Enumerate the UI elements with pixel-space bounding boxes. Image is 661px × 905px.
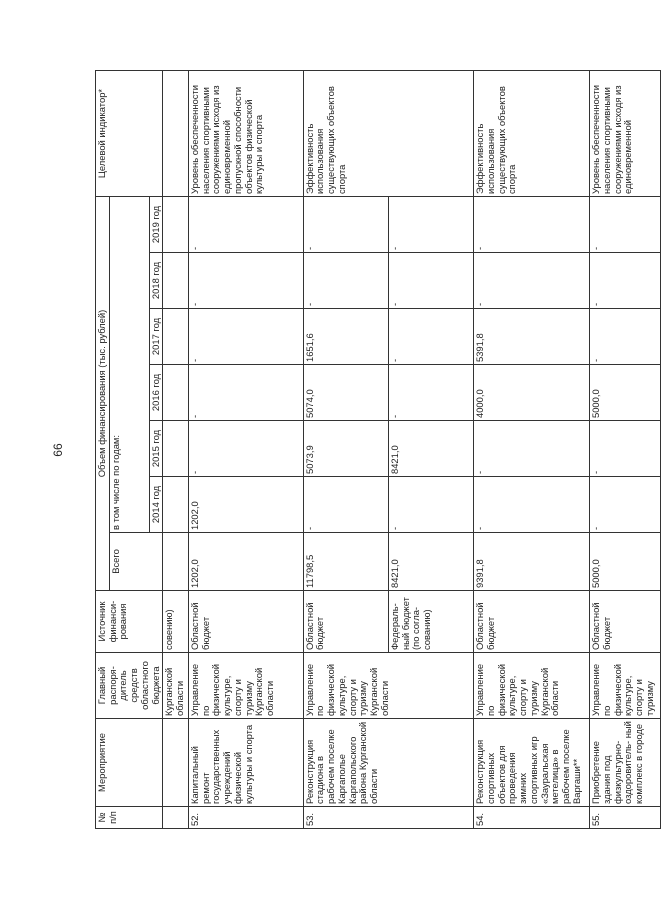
row-year-value: - bbox=[474, 253, 590, 309]
row-manager: Управление по физической культуре, спорту и туризму bbox=[590, 653, 661, 719]
header-source: Источник финанси- рования bbox=[96, 591, 163, 653]
row-year-value: 8421,0 bbox=[389, 421, 474, 477]
row-year-value: - bbox=[189, 309, 304, 365]
table-row bbox=[590, 71, 661, 829]
header-target: Целевой индикатор* bbox=[96, 71, 163, 197]
page-number: 66 bbox=[51, 443, 65, 457]
row-year-value: - bbox=[389, 477, 474, 533]
header-total: Всего bbox=[109, 533, 163, 591]
row-total: 1202,0 bbox=[189, 533, 304, 591]
continuation-row bbox=[163, 71, 189, 829]
header-year: 2014 год bbox=[149, 477, 163, 533]
row-source: Федераль- ный бюджет (по согла- сованию) bbox=[389, 591, 474, 653]
row-total: 9391,8 bbox=[474, 533, 590, 591]
row-year-value: - bbox=[389, 309, 474, 365]
row-num: 52. bbox=[189, 807, 304, 829]
header-by-years: в том числе по годам: bbox=[109, 197, 149, 533]
row-year-value: - bbox=[590, 477, 661, 533]
row-year-value: - bbox=[189, 365, 304, 421]
row-source: Областной бюджет bbox=[474, 591, 590, 653]
row-source: Областной бюджет bbox=[303, 591, 388, 653]
table-row bbox=[474, 71, 590, 829]
row-year-value: 5000,0 bbox=[590, 365, 661, 421]
table-row bbox=[189, 71, 304, 829]
row-year-value: - bbox=[474, 197, 590, 253]
row-year-value: 5391,8 bbox=[474, 309, 590, 365]
row-year-value: - bbox=[590, 421, 661, 477]
row-num: 54. bbox=[474, 807, 590, 829]
row-event: Реконструкция спортивных объектов для проведения зимних спортивных игр «Зауральская метелица» в рабочем поселке Варгаши** bbox=[474, 719, 590, 807]
header-manager: Главный распоря- дитель средств областного бюджета bbox=[96, 653, 163, 719]
financing-table bbox=[95, 70, 661, 829]
row-year-value: - bbox=[590, 309, 661, 365]
row-year-value: - bbox=[189, 197, 304, 253]
table-row bbox=[303, 71, 388, 829]
row-event: Реконструкция стадиона в рабочем поселке Каргаполье Каргапольского района Курганской области bbox=[303, 719, 474, 807]
row-year-value: - bbox=[389, 197, 474, 253]
header-year: 2019 год bbox=[149, 197, 163, 253]
continuation-manager: Курганской области bbox=[163, 653, 189, 719]
row-year-value: - bbox=[303, 253, 388, 309]
header-volume: Объем финансирования (тыс. рублей) bbox=[96, 197, 110, 591]
row-num: 55. bbox=[590, 807, 661, 829]
row-year-value: 5073,9 bbox=[303, 421, 388, 477]
row-source: Областной бюджет bbox=[590, 591, 661, 653]
row-source: Областной бюджет bbox=[189, 591, 304, 653]
header-year: 2017 год bbox=[149, 309, 163, 365]
row-manager: Управление по физической культуре, спорту и туризму Курганской области bbox=[303, 653, 474, 719]
row-year-value: - bbox=[590, 253, 661, 309]
continuation-source: совению) bbox=[163, 591, 189, 653]
header-event: Мероприятие bbox=[96, 719, 163, 807]
header-year: 2018 год bbox=[149, 253, 163, 309]
row-year-value: - bbox=[389, 253, 474, 309]
row-total: 8421,0 bbox=[389, 533, 474, 591]
row-year-value: - bbox=[189, 421, 304, 477]
row-target: Уровень обеспеченности населения спортивными сооружениями исходя из единовременной пропускной способности объектов физической культуры и спорта bbox=[189, 71, 304, 197]
row-year-value: 4000,0 bbox=[474, 365, 590, 421]
row-manager: Управление по физической культуре, спорту и туризму Курганской области bbox=[189, 653, 304, 719]
row-manager: Управление по физической культуре, спорту и туризму Курганской области bbox=[474, 653, 590, 719]
row-target: Уровень обеспеченности населения спортивными сооружениями исходя из единовременной bbox=[590, 71, 661, 197]
row-year-value: - bbox=[189, 253, 304, 309]
row-total: 5000,0 bbox=[590, 533, 661, 591]
row-target: Эффективность использования существующих объектов спорта bbox=[303, 71, 474, 197]
header-year: 2015 год bbox=[149, 421, 163, 477]
row-year-value: - bbox=[590, 197, 661, 253]
row-year-value: 5074,0 bbox=[303, 365, 388, 421]
row-year-value: 1202,0 bbox=[189, 477, 304, 533]
row-total: 11798,5 bbox=[303, 533, 388, 591]
row-event: Приобретение здания под физкультурно- оздоровитель- ный комплекс в городе bbox=[590, 719, 661, 807]
header-year: 2016 год bbox=[149, 365, 163, 421]
row-target: Эффективность использования существующих объектов спорта bbox=[474, 71, 590, 197]
row-year-value: - bbox=[474, 421, 590, 477]
row-year-value: - bbox=[389, 365, 474, 421]
row-year-value: - bbox=[303, 477, 388, 533]
row-num: 53. bbox=[303, 807, 474, 829]
row-year-value: - bbox=[474, 477, 590, 533]
row-year-value: - bbox=[303, 197, 388, 253]
rotated-page bbox=[51, 71, 655, 829]
row-event: Капитальный ремонт государственных учреждений физической культуры и спорта bbox=[189, 719, 304, 807]
header-num: № п/п bbox=[96, 807, 163, 829]
row-year-value: 1651,6 bbox=[303, 309, 388, 365]
